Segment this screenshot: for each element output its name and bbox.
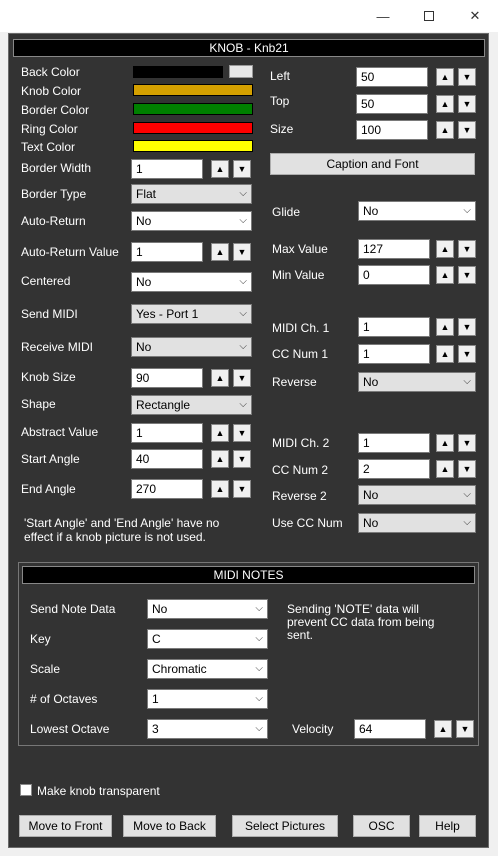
minimize-icon: —: [376, 8, 390, 24]
left-up-button[interactable]: ▲: [436, 68, 454, 86]
chevron-down-icon: ⌵: [239, 276, 247, 287]
chevron-down-icon: ⌵: [255, 723, 263, 734]
auto-return-value-down-button[interactable]: ▼: [233, 243, 251, 261]
max-value-label: Max Value: [272, 242, 328, 256]
midi-ch1-label: MIDI Ch. 1: [272, 321, 330, 335]
centered-value: No: [136, 275, 152, 289]
text-color-label: Text Color: [21, 140, 76, 154]
top-up-button[interactable]: ▲: [436, 95, 454, 113]
shape-label: Shape: [21, 397, 56, 411]
border-width-up-button[interactable]: ▲: [211, 160, 229, 178]
octaves-label: # of Octaves: [30, 692, 98, 706]
cc-num2-label: CC Num 2: [272, 463, 329, 477]
border-type-label: Border Type: [21, 187, 87, 201]
glide-value: No: [363, 204, 379, 218]
send-note-data-select[interactable]: [147, 599, 268, 619]
centered-select[interactable]: [131, 272, 252, 292]
scale-select[interactable]: [147, 659, 268, 679]
note-info-line3: sent.: [287, 628, 314, 642]
reverse-select[interactable]: [358, 372, 476, 392]
top-input[interactable]: 50: [356, 94, 428, 114]
end-angle-down-button[interactable]: ▼: [233, 480, 251, 498]
min-value-down-button[interactable]: ▼: [458, 266, 476, 284]
cc-num1-down-button[interactable]: ▼: [458, 345, 476, 363]
start-angle-label: Start Angle: [21, 452, 80, 466]
cc-num2-up-button[interactable]: ▲: [436, 460, 454, 478]
knob-color-label: Knob Color: [21, 84, 82, 98]
auto-return-value-input[interactable]: 1: [131, 242, 203, 262]
chevron-down-icon: ⌵: [239, 399, 247, 410]
chevron-down-icon: ⌵: [463, 489, 471, 500]
key-value: C: [152, 632, 161, 646]
auto-return-select[interactable]: [131, 211, 252, 231]
left-label: Left: [270, 69, 291, 83]
abstract-value-input[interactable]: 1: [131, 423, 203, 443]
max-value-up-button[interactable]: ▲: [436, 240, 454, 258]
chevron-down-icon: ⌵: [255, 693, 263, 704]
chevron-down-icon: ⌵: [239, 188, 247, 199]
left-input[interactable]: 50: [356, 67, 428, 87]
send-midi-select[interactable]: [131, 304, 252, 324]
size-up-button[interactable]: ▲: [436, 121, 454, 139]
chevron-down-icon: ⌵: [255, 633, 263, 644]
max-value-down-button[interactable]: ▼: [458, 240, 476, 258]
close-button[interactable]: [452, 0, 498, 32]
lowest-octave-value: 3: [152, 722, 159, 736]
border-type-value: Flat: [136, 187, 157, 201]
back-color-swatch[interactable]: [133, 66, 223, 78]
close-icon: ✕: [469, 8, 481, 23]
knob-properties-panel: [8, 33, 489, 848]
angle-note-line2: effect if a knob picture is not used.: [24, 530, 206, 544]
maximize-button[interactable]: [406, 0, 452, 32]
start-angle-down-button[interactable]: ▼: [233, 450, 251, 468]
glide-select[interactable]: [358, 201, 476, 221]
top-down-button[interactable]: ▼: [458, 95, 476, 113]
midi-ch1-input[interactable]: 1: [358, 317, 430, 337]
receive-midi-select[interactable]: [131, 337, 252, 357]
size-input[interactable]: 100: [356, 120, 428, 140]
chevron-down-icon: ⌵: [463, 376, 471, 387]
end-angle-label: End Angle: [21, 482, 76, 496]
scale-value: Chromatic: [152, 662, 207, 676]
send-note-data-value: No: [152, 602, 168, 616]
knob-size-down-button[interactable]: ▼: [233, 369, 251, 387]
border-width-input[interactable]: 1: [131, 159, 203, 179]
text-color-swatch[interactable]: [133, 140, 253, 152]
move-to-back-button[interactable]: Move to Back: [123, 815, 216, 837]
send-note-data-label: Send Note Data: [30, 602, 116, 616]
midi-ch2-input[interactable]: 1: [358, 433, 430, 453]
size-label: Size: [270, 122, 294, 136]
velocity-up-button[interactable]: ▲: [434, 720, 452, 738]
max-value-input[interactable]: 127: [358, 239, 430, 259]
border-width-label: Border Width: [21, 161, 92, 175]
midi-ch1-down-button[interactable]: ▼: [458, 318, 476, 336]
shape-value: Rectangle: [136, 398, 191, 412]
cc-num2-down-button[interactable]: ▼: [458, 460, 476, 478]
end-angle-up-button[interactable]: ▲: [211, 480, 229, 498]
chevron-down-icon: ⌵: [463, 517, 471, 528]
make-transparent-checkbox[interactable]: [20, 784, 32, 796]
abstract-value-up-button[interactable]: ▲: [211, 424, 229, 442]
min-value-label: Min Value: [272, 268, 325, 282]
reverse2-select[interactable]: [358, 485, 476, 505]
border-color-label: Border Color: [21, 103, 90, 117]
note-info-line2: prevent CC data from being: [287, 615, 435, 629]
title-bar: [0, 0, 498, 32]
use-cc-num-label: Use CC Num: [272, 516, 343, 530]
make-transparent-label: Make knob transparent: [37, 784, 160, 798]
angle-note-line1: 'Start Angle' and 'End Angle' have no: [24, 516, 220, 530]
move-to-front-button[interactable]: Move to Front: [19, 815, 112, 837]
midi-ch2-down-button[interactable]: ▼: [458, 434, 476, 452]
start-angle-input[interactable]: 40: [131, 449, 203, 469]
auto-return-value-up-button[interactable]: ▲: [211, 243, 229, 261]
reverse-label: Reverse: [272, 375, 317, 389]
cc-num1-input[interactable]: 1: [358, 344, 430, 364]
chevron-down-icon: ⌵: [239, 308, 247, 319]
ring-color-swatch[interactable]: [133, 122, 253, 134]
lowest-octave-select[interactable]: [147, 719, 268, 739]
panel-header: KNOB - Knb21: [13, 39, 485, 57]
reverse2-label: Reverse 2: [272, 489, 327, 503]
knob-size-input[interactable]: 90: [131, 368, 203, 388]
note-info-line1: Sending 'NOTE' data will: [287, 602, 419, 616]
abstract-value-down-button[interactable]: ▼: [233, 424, 251, 442]
receive-midi-label: Receive MIDI: [21, 340, 94, 354]
knob-size-label: Knob Size: [21, 370, 76, 384]
use-cc-num-value: No: [363, 516, 379, 530]
glide-label: Glide: [272, 205, 301, 219]
cc-num1-up-button[interactable]: ▲: [436, 345, 454, 363]
back-color-label: Back Color: [21, 65, 80, 79]
knob-color-swatch[interactable]: [133, 84, 253, 96]
shape-select[interactable]: [131, 395, 252, 415]
top-label: Top: [270, 94, 290, 108]
centered-label: Centered: [21, 274, 71, 288]
send-midi-value: Yes - Port 1: [136, 307, 199, 321]
osc-button[interactable]: OSC: [353, 815, 410, 837]
size-down-button[interactable]: ▼: [458, 121, 476, 139]
minimize-button[interactable]: [360, 0, 406, 32]
key-label: Key: [30, 632, 51, 646]
auto-return-value-label: Auto-Return Value: [21, 245, 119, 259]
select-pictures-button[interactable]: Select Pictures: [232, 815, 338, 837]
back-color-clear-swatch[interactable]: [229, 65, 253, 78]
reverse2-value: No: [363, 488, 379, 502]
scale-label: Scale: [30, 662, 61, 676]
abstract-value-label: Abstract Value: [21, 425, 99, 439]
key-select[interactable]: [147, 629, 268, 649]
midi-ch2-label: MIDI Ch. 2: [272, 436, 330, 450]
reverse-value: No: [363, 375, 379, 389]
min-value-up-button[interactable]: ▲: [436, 266, 454, 284]
ring-color-label: Ring Color: [21, 122, 78, 136]
velocity-input[interactable]: 64: [354, 719, 426, 739]
lowest-octave-label: Lowest Octave: [30, 722, 110, 736]
use-cc-num-select[interactable]: [358, 513, 476, 533]
border-color-swatch[interactable]: [133, 103, 253, 115]
min-value-input[interactable]: 0: [358, 265, 430, 285]
velocity-down-button[interactable]: ▼: [456, 720, 474, 738]
end-angle-input[interactable]: 270: [131, 479, 203, 499]
help-button[interactable]: Help: [419, 815, 476, 837]
chevron-down-icon: ⌵: [239, 341, 247, 352]
octaves-value: 1: [152, 692, 159, 706]
chevron-down-icon: ⌵: [463, 205, 471, 216]
velocity-label: Velocity: [292, 722, 334, 736]
knob-size-up-button[interactable]: ▲: [211, 369, 229, 387]
border-type-select[interactable]: [131, 184, 252, 204]
cc-num1-label: CC Num 1: [272, 347, 329, 361]
midi-ch2-up-button[interactable]: ▲: [436, 434, 454, 452]
chevron-down-icon: ⌵: [255, 663, 263, 674]
auto-return-value: No: [136, 214, 152, 228]
border-width-down-button[interactable]: ▼: [233, 160, 251, 178]
octaves-select[interactable]: [147, 689, 268, 709]
send-midi-label: Send MIDI: [21, 307, 78, 321]
caption-and-font-button[interactable]: Caption and Font: [270, 153, 475, 175]
left-down-button[interactable]: ▼: [458, 68, 476, 86]
maximize-icon: [424, 11, 434, 21]
cc-num2-input[interactable]: 2: [358, 459, 430, 479]
chevron-down-icon: ⌵: [255, 603, 263, 614]
receive-midi-value: No: [136, 340, 152, 354]
auto-return-label: Auto-Return: [21, 214, 86, 228]
chevron-down-icon: ⌵: [239, 215, 247, 226]
midi-ch1-up-button[interactable]: ▲: [436, 318, 454, 336]
start-angle-up-button[interactable]: ▲: [211, 450, 229, 468]
midi-notes-header: MIDI NOTES: [22, 566, 475, 584]
